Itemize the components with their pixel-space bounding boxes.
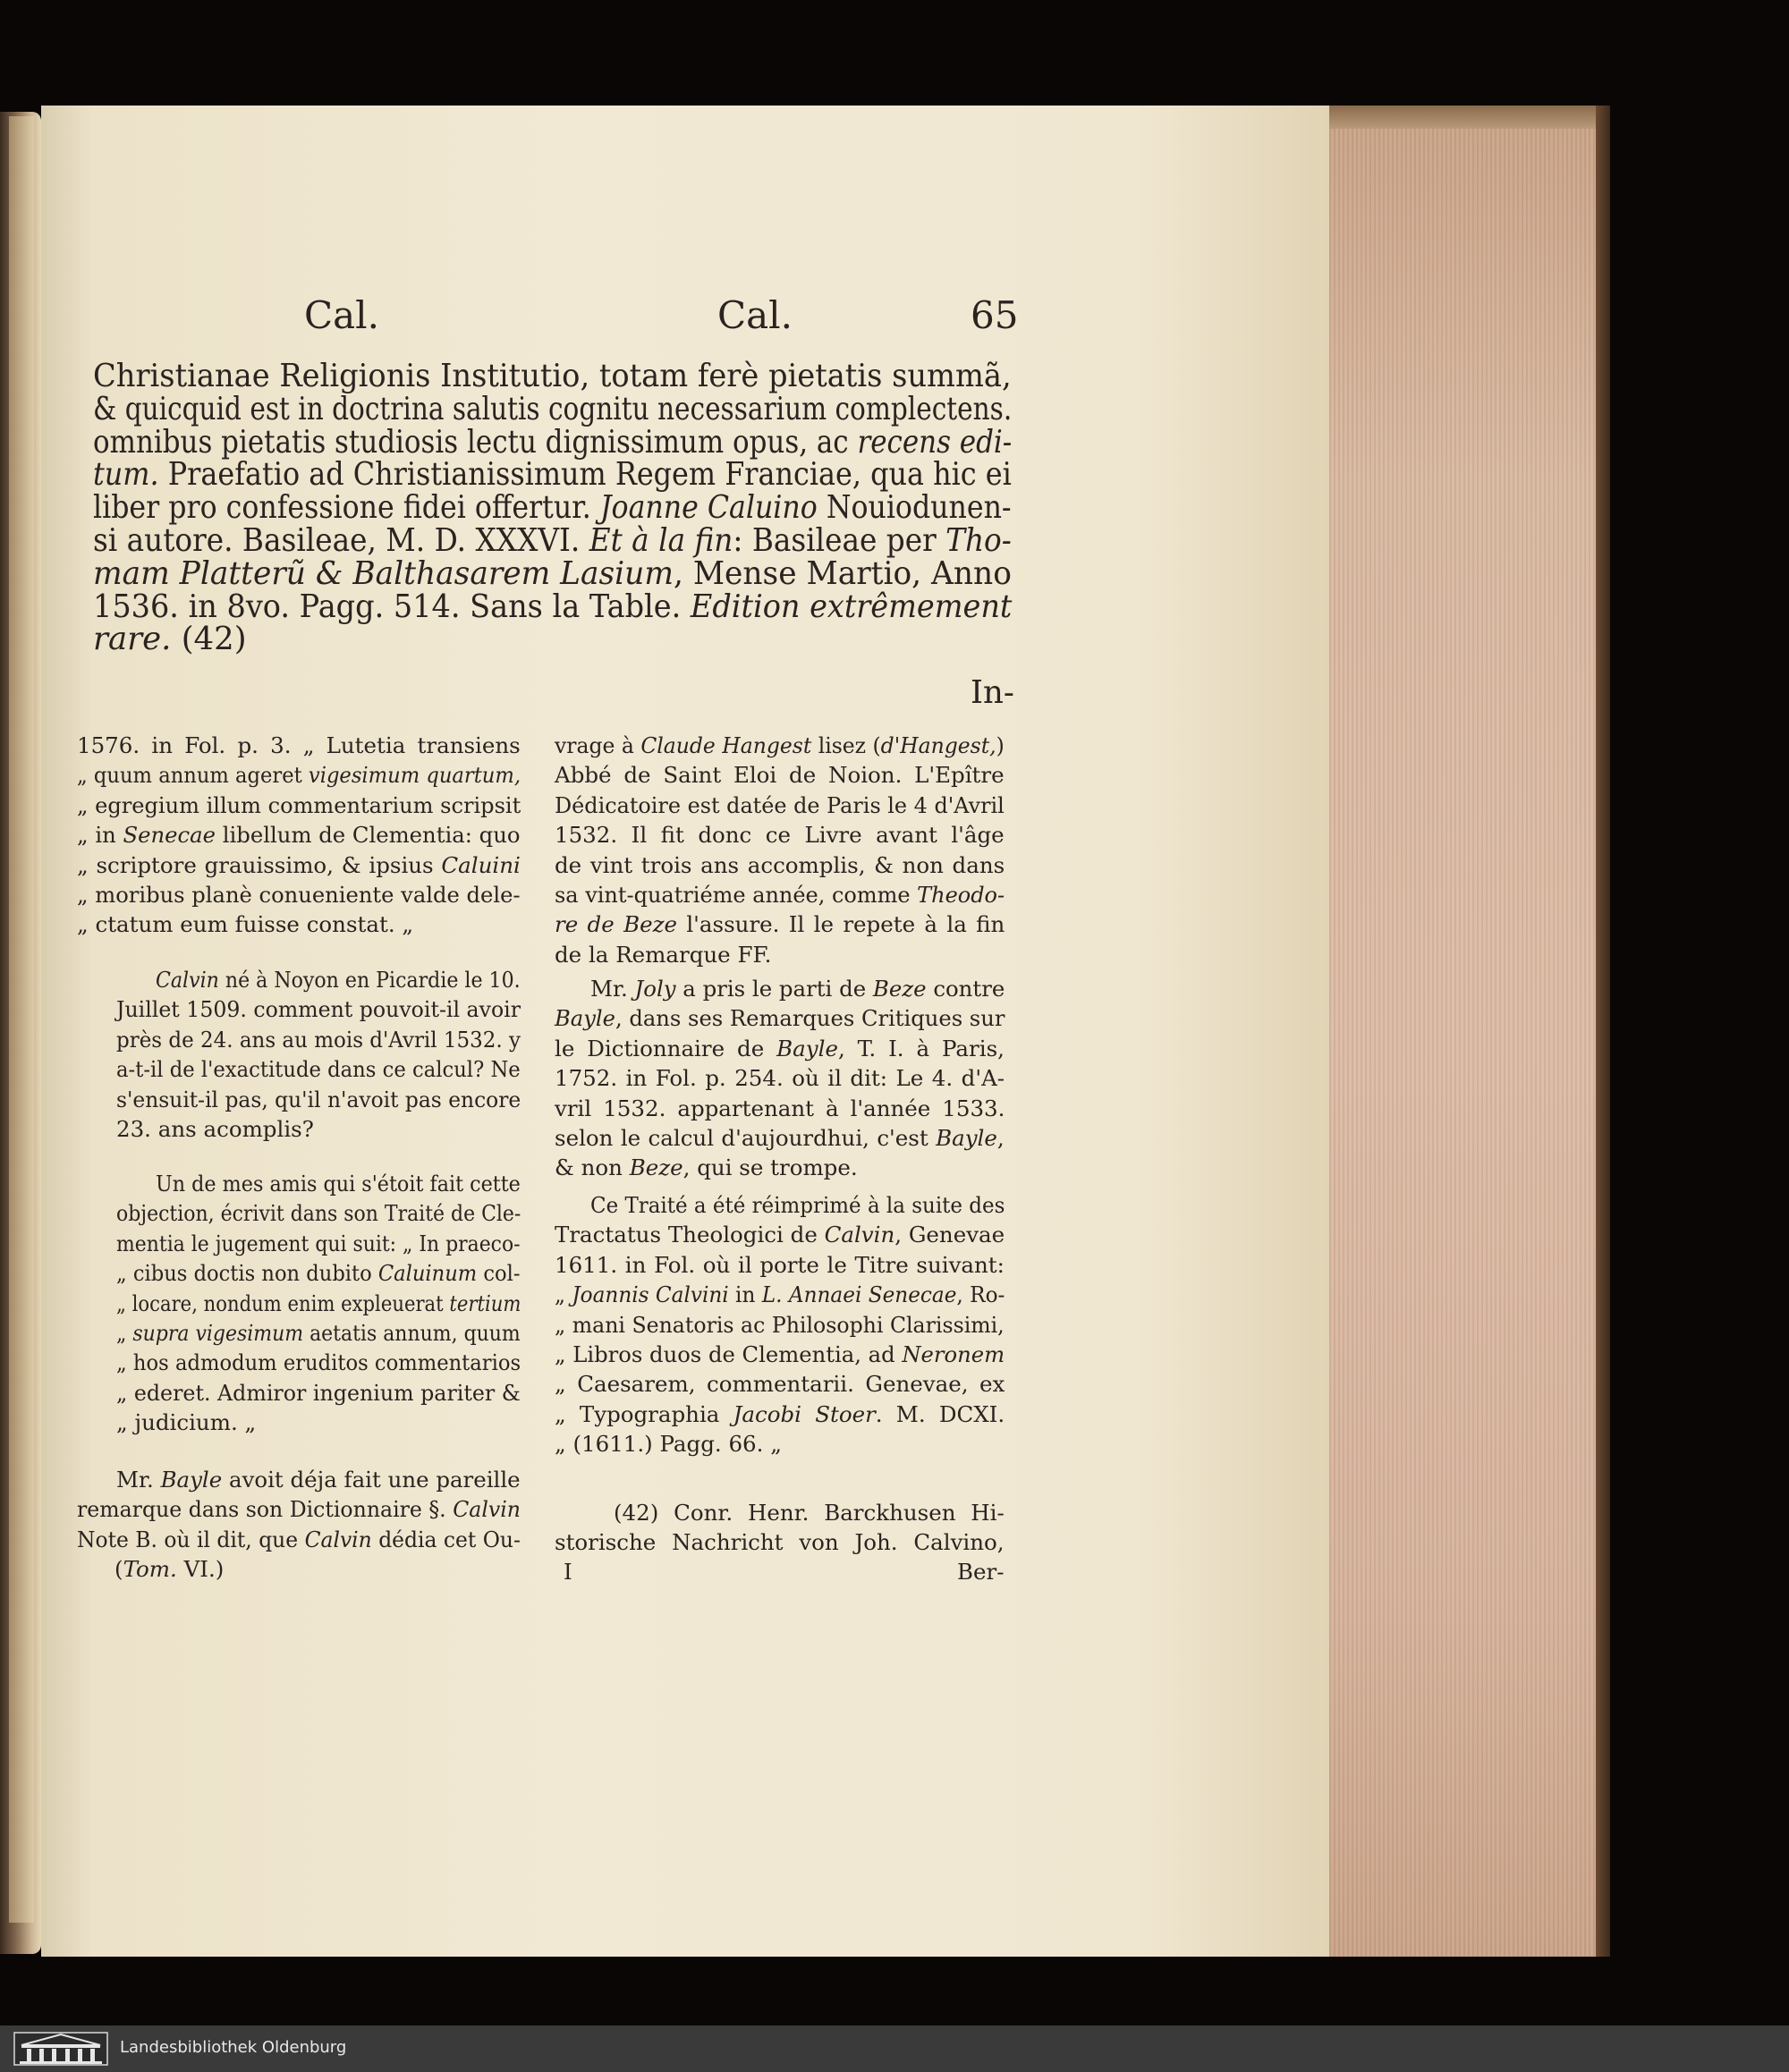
italic-run: Senecae <box>123 822 216 849</box>
text-run: ( <box>114 1556 123 1582</box>
text-run: a pris le parti de <box>675 976 873 1002</box>
italic-run: Calvin <box>453 1496 521 1523</box>
text-run: remarque dans son Dictionnaire §. <box>77 1496 454 1523</box>
text-run: dédia cet Ou- <box>371 1526 521 1552</box>
text-run: vril 1532. appartenant à l'année 1533. <box>555 1095 1005 1121</box>
italic-run: Bayle <box>160 1467 223 1493</box>
text-run: mentia le jugement qui suit: „ In praeco- <box>116 1230 521 1256</box>
text-line <box>555 1371 1005 1397</box>
text-run: „ Typographia <box>555 1400 733 1427</box>
text-run: selon le calcul d'aujourdhui, c'est <box>555 1125 937 1151</box>
italic-run: Calvin <box>304 1526 372 1552</box>
text-run: „ hos admodum eruditos commentarios <box>116 1349 521 1376</box>
text-line <box>77 1496 521 1522</box>
text-run: Nouiodunen- <box>817 489 1012 527</box>
text-run: ) <box>996 732 1005 758</box>
italic-run: Joannis Calvini <box>572 1281 729 1308</box>
text-run: a-t-il de l'exactitude dans ce calcul? Ne <box>116 1056 521 1083</box>
text-line <box>116 996 521 1022</box>
italic-run: Tho- <box>945 522 1012 559</box>
text-run: & quicquid est in doctrina salutis cognitu necessarium complectens. <box>93 390 1013 427</box>
text-run: „ Caesarem, commentarii. Genevae, ex <box>555 1371 1005 1398</box>
italic-run: d'Hangest, <box>880 732 996 758</box>
text-run: l'assure. Il le repete à la fin <box>677 911 1005 938</box>
italic-run: rare. <box>93 621 172 658</box>
running-head-left: Cal. <box>304 293 379 337</box>
text-line <box>77 852 521 878</box>
text-run: contre <box>926 976 1005 1002</box>
italic-run: Theodo- <box>917 882 1005 908</box>
italic-run: Calvin <box>156 967 219 993</box>
footer-bar <box>0 2025 1789 2072</box>
text-line <box>116 1116 314 1142</box>
text-run: 1532. Il fit donc ce Livre avant l'âge <box>555 822 1005 849</box>
text-run: 1576. in Fol. p. 3. „ Lutetia transiens <box>77 732 521 758</box>
italic-run: Bayle <box>555 1005 615 1032</box>
italic-run: Et à la fin <box>589 522 733 559</box>
text-run: , <box>996 1125 1005 1151</box>
text-run: de vint trois ans accomplis, & non dans <box>555 851 1005 878</box>
text-line <box>555 1125 1005 1151</box>
text-line <box>93 522 1012 559</box>
text-run: „ egregium illum commentarium scripsit <box>77 791 521 818</box>
text-run: aetatis annum, quum <box>303 1320 521 1346</box>
text-run: „ ctatum eum fuisse constat. „ <box>77 911 414 938</box>
page-number: 65 <box>971 293 1019 337</box>
text-line <box>555 882 1005 908</box>
text-run: : Basileae per <box>733 522 946 559</box>
text-run: le Dictionnaire de <box>555 1035 777 1061</box>
text-run: . M. DCXI. <box>875 1400 1005 1427</box>
text-run: omnibus pietatis studiosis lectu dignissimum opus, ac <box>93 423 858 461</box>
text-line <box>614 1500 1005 1526</box>
text-line <box>116 1290 521 1316</box>
text-run: & non <box>555 1154 630 1181</box>
italic-run: mam Platterũ & Balthasarem Lasium <box>93 554 674 592</box>
text-line <box>77 792 521 818</box>
text-line <box>77 882 521 908</box>
italic-run: tertium <box>449 1290 521 1316</box>
text-run: „ moribus planè conueniente valde dele- <box>77 882 521 908</box>
text-run: né à Noyon en Picardie le 10. <box>218 967 521 993</box>
text-line <box>93 621 247 657</box>
text-run: s'ensuit-il pas, qu'il n'avoit pas encore <box>116 1086 521 1112</box>
text-line <box>116 1380 521 1406</box>
italic-run: Beze <box>872 976 927 1002</box>
text-run: de la Remarque FF. <box>555 941 772 968</box>
italic-run: tum. <box>93 456 159 494</box>
text-line <box>555 1431 782 1457</box>
text-line <box>555 942 771 968</box>
text-run: „ ederet. Admiror ingenium pariter & <box>116 1379 521 1406</box>
text-line <box>116 1409 256 1435</box>
italic-run: Caluini <box>441 851 521 878</box>
text-line <box>555 1095 1005 1121</box>
text-run: 1752. in Fol. p. 254. où il dit: Le 4. d'A- <box>555 1065 1005 1092</box>
page-fore-edge <box>1329 106 1596 1957</box>
text-run: col- <box>477 1260 521 1287</box>
text-run: Tractatus Theologici de <box>555 1222 825 1248</box>
text-run: „ cibus doctis non dubito <box>116 1260 378 1287</box>
signature-mark: I <box>564 1559 572 1585</box>
text-line <box>116 1200 521 1226</box>
text-run: 23. ans acomplis? <box>116 1116 314 1142</box>
text-run: Christianae Religionis Institutio, totam ferè pietatis summã, <box>93 358 1012 394</box>
library-building-icon <box>13 2031 109 2067</box>
text-run: libellum de Clementia: quo <box>216 822 521 849</box>
italic-run: L. Annaei Senecae <box>761 1281 957 1308</box>
text-line <box>555 852 1005 878</box>
text-run: vrage à <box>555 732 641 758</box>
text-line <box>77 762 521 788</box>
text-line <box>93 456 1012 493</box>
text-line <box>93 424 1012 461</box>
italic-run: Calvin <box>824 1222 895 1248</box>
text-run: Abbé de Saint Eloi de Noion. L'Epître <box>555 762 1005 789</box>
text-run: 1611. in Fol. où il porte le Titre suivant: <box>555 1251 1005 1278</box>
text-line <box>156 967 521 993</box>
text-run: sa vint-quatriéme année, comme <box>555 882 918 908</box>
book-cover-edge <box>1596 106 1610 1957</box>
text-run: „ locare, nondum enim expleuerat <box>116 1290 450 1316</box>
text-line <box>156 1171 521 1197</box>
text-line <box>116 1027 521 1053</box>
text-run: , qui se trompe. <box>683 1154 858 1181</box>
text-line <box>555 1529 1005 1555</box>
text-run: Mr. <box>116 1467 161 1493</box>
text-run: , dans ses Remarques Critiques sur <box>615 1005 1005 1032</box>
text-line <box>555 911 1005 937</box>
text-run: près de 24. ans au mois d'Avril 1532. y <box>116 1026 521 1053</box>
text-line <box>555 822 1005 848</box>
text-run: „ mani Senatoris ac Philosophi Clarissimi, <box>555 1311 1005 1338</box>
text-run: 1536. in 8vo. Pagg. 514. Sans la Table. <box>93 588 691 625</box>
text-run: , T. I. à Paris, <box>837 1035 1005 1061</box>
text-line <box>93 555 1012 592</box>
text-line <box>555 1005 1005 1031</box>
italic-run: Claude Hangest <box>640 732 812 758</box>
italic-run: Jacobi Stoer <box>733 1400 876 1427</box>
text-run: liber pro confessione fidei offertur. <box>93 489 600 527</box>
text-line <box>93 588 1012 625</box>
text-line <box>116 1320 521 1346</box>
text-line <box>555 1281 1005 1307</box>
text-run: „ (1611.) Pagg. 66. „ <box>555 1431 782 1458</box>
text-line <box>77 732 521 758</box>
italic-run: Joly <box>634 976 676 1002</box>
text-line <box>555 762 1005 788</box>
text-line <box>77 822 521 848</box>
text-run: storische Nachricht von Joh. Calvino, <box>555 1529 1005 1556</box>
text-run: Ce Traité a été réimprimé à la suite des <box>590 1192 1005 1218</box>
text-run: Un de mes amis qui s'étoit fait cette <box>156 1171 521 1197</box>
text-run: Mr. <box>590 976 635 1002</box>
italic-run: supra vigesimum <box>132 1320 304 1346</box>
italic-run: Bayle <box>776 1035 838 1061</box>
text-run: „ <box>555 1281 572 1308</box>
text-run: VI.) <box>176 1556 225 1582</box>
text-line <box>116 1231 521 1256</box>
italic-run: Edition extrêmement <box>690 588 1013 625</box>
text-line <box>116 1349 521 1375</box>
catchword: In- <box>971 674 1014 711</box>
text-line <box>93 358 1012 394</box>
italic-run: Bayle <box>936 1125 997 1151</box>
text-run: „ quum annum ageret <box>77 762 309 789</box>
italic-run: Tom. <box>123 1556 177 1582</box>
text-line <box>590 1192 1005 1218</box>
text-line <box>93 391 1012 427</box>
text-run: „ judicium. „ <box>116 1409 257 1436</box>
italic-run: Beze <box>629 1154 683 1181</box>
text-line <box>116 1260 521 1286</box>
text-line <box>590 976 1005 1002</box>
text-run: si autore. Basileae, M. D. XXXVI. <box>93 522 589 559</box>
text-line <box>116 1087 521 1112</box>
text-line <box>555 1222 1005 1247</box>
text-line <box>555 1065 1005 1091</box>
text-run: „ <box>116 1320 133 1346</box>
text-line <box>555 1036 1005 1061</box>
text-line <box>555 1401 1005 1427</box>
italic-run: recens edi- <box>857 423 1013 461</box>
text-run: (42) <box>171 621 247 658</box>
running-head-center: Cal. <box>717 293 793 337</box>
text-line <box>555 1341 1005 1367</box>
text-run: , Genevae <box>894 1222 1005 1248</box>
italic-run: Caluinum <box>377 1260 478 1287</box>
text-line <box>555 732 1005 758</box>
text-line <box>555 1312 1005 1338</box>
left-page-block <box>9 116 34 1923</box>
text-run: in <box>728 1281 762 1308</box>
text-run: Praefatio ad Christianissimum Regem Franciae, qua hic ei <box>158 456 1012 494</box>
text-run: „ in <box>77 822 123 849</box>
page-fore-edge-top <box>1329 106 1596 129</box>
text-line <box>555 1154 858 1180</box>
text-run: , Mense Martio, Anno <box>673 554 1012 592</box>
text-line <box>77 1527 521 1552</box>
text-line <box>93 489 1012 526</box>
text-line <box>114 1556 224 1582</box>
text-line <box>116 1467 521 1493</box>
text-run: , Ro- <box>956 1281 1005 1308</box>
text-run: Dédicatoire est datée de Paris le 4 d'Avril <box>555 791 1005 818</box>
text-run: „ scriptore grauissimo, & ipsius <box>77 851 442 878</box>
text-run: „ Libros duos de Clementia, ad <box>555 1341 903 1367</box>
library-name: Landesbibliothek Oldenburg <box>120 2038 347 2057</box>
italic-run: vigesimum quartum, <box>308 762 521 789</box>
text-run: Note B. où il dit, que <box>77 1526 305 1552</box>
text-run: objection, écrivit dans son Traité de Cle- <box>116 1200 521 1227</box>
text-run: avoit déja fait une pareille <box>222 1467 521 1493</box>
text-line <box>555 792 1005 818</box>
text-run: (42) Conr. Henr. Barckhusen Hi- <box>614 1500 1005 1526</box>
text-run: Juillet 1509. comment pouvoit-il avoir <box>116 996 521 1023</box>
text-run: lisez ( <box>811 732 881 758</box>
text-line <box>77 911 413 937</box>
italic-run: Joanne Caluino <box>599 489 818 527</box>
text-line <box>116 1056 521 1082</box>
italic-run: re de Beze <box>555 911 677 938</box>
italic-run: Neronem <box>902 1341 1005 1367</box>
text-line <box>555 1252 1005 1278</box>
catchword-right: Ber- <box>957 1559 1005 1585</box>
